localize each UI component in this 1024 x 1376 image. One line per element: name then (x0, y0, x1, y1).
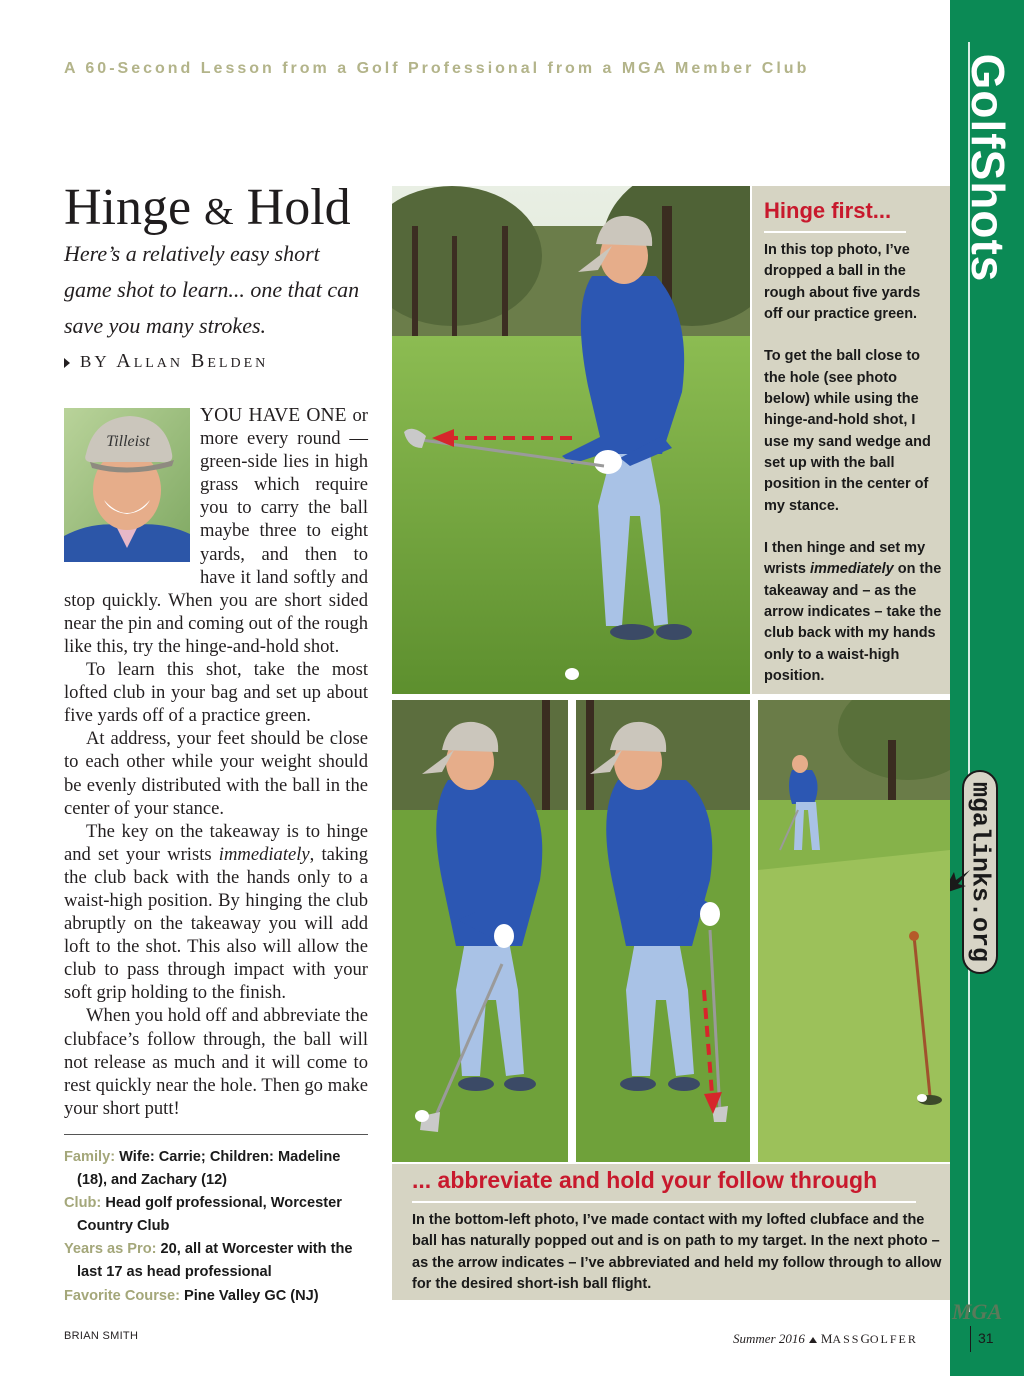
follow-through-rule (412, 1201, 916, 1203)
photo-hinge-position (392, 186, 750, 694)
fact-years: Years as Pro: 20, all at Worcester with the last 17 as head professional (64, 1241, 353, 1281)
mga-logo: MGA (952, 1299, 1003, 1324)
photo-credit: BRIAN SMITH (64, 1330, 139, 1342)
follow-through-heading: ... abbreviate and hold your follow through (412, 1167, 878, 1193)
website-link[interactable]: mgalinks.org (965, 781, 995, 963)
section-title (961, 54, 1015, 283)
page-number: 31 (978, 1330, 994, 1346)
hinge-first-rule (764, 231, 906, 233)
hinge-first-heading: Hinge first... (764, 198, 892, 223)
fact-family: Family: Wife: Carrie; Children: Madeline (18), and Zachary (12) (64, 1149, 341, 1189)
article-body (64, 404, 368, 1120)
author-name: Allan Belden (116, 350, 269, 372)
paragraph-4: The key on the takeaway is to hinge and set your wrists immediately, taking the club back with the hands only to a waist-high position. By hinging the club abruptly on the takeaway you will add loft to the shot. This also will allow the club to pass through impact with your soft grip holding to the finish. (64, 820, 368, 1004)
author-facts (64, 1146, 368, 1308)
photo-ball-near-hole (758, 700, 950, 1162)
bullet-triangle-icon (64, 358, 70, 368)
article-deck: Here’s a relatively easy short game shot to learn... one that can save you many strokes. (64, 241, 360, 338)
photo-follow-through (576, 700, 750, 1162)
fact-club: Club: Head golf professional, Worcester Country Club (64, 1195, 342, 1235)
lead-in-caps: YOU HAVE ONE (200, 405, 347, 426)
folio: Summer 2016 MASSGOLFER (733, 1331, 918, 1346)
facts-divider (64, 1134, 368, 1135)
paragraph-3: At address, your feet should be close to each other while your weight should be evenly distributed with the ball in the center of your stance. (64, 728, 368, 819)
section-title-shots: Shots (962, 149, 1014, 283)
photo-impact (392, 700, 568, 1162)
paragraph-2: To learn this shot, take the most lofted club in your bag and set up about five yards off of a practice green. (64, 659, 368, 727)
follow-through-text: In the bottom-left photo, I’ve made contact with my lofted clubface and the ball has naturally popped out and is on path to my target. In the next photo – as the arrow indicates – I’ve abbreviated and held my follow through to allow for the desired short-ish ball flight. (412, 1212, 942, 1292)
paragraph-5: When you hold off and abbreviate the clubface’s follow through, the ball will not release as much and it will come to rest quickly near the hole. Then go make your short putt! (64, 1005, 368, 1119)
hinge-first-text: In this top photo, I’ve dropped a ball in the rough about five yards off our practice green. To get the ball close to the hole (see photo below) while using the hinge-and-hold shot, I use my sand wedge and set up with the ball position in the center of my stance. I then hinge and set my wrists immediately on the takeaway and – as the arrow indicates – take the club back with my hands only to a waist-high position. (764, 242, 942, 684)
section-title-golf: Golf (962, 53, 1014, 150)
paragraph-1: YOU HAVE ONE or more every round — green-side lies in high grass which require you to carry the ball maybe three to eight yards, and then to have it land softly and stop quickly. When you are short sided near the pin and coming out of the rough like this, try the hinge-and-hold shot. (64, 405, 369, 657)
svg-text:Tilleist: Tilleist (106, 433, 150, 450)
section-kicker: A 60-Second Lesson from a Golf Professional from a MGA Member Club (64, 60, 810, 77)
fact-course: Favorite Course: Pine Valley GC (NJ) (64, 1287, 319, 1304)
byline: BY Allan Belden (64, 350, 268, 373)
folio-triangle-icon (809, 1337, 817, 1343)
article-title: Hinge & Hold (64, 179, 351, 236)
